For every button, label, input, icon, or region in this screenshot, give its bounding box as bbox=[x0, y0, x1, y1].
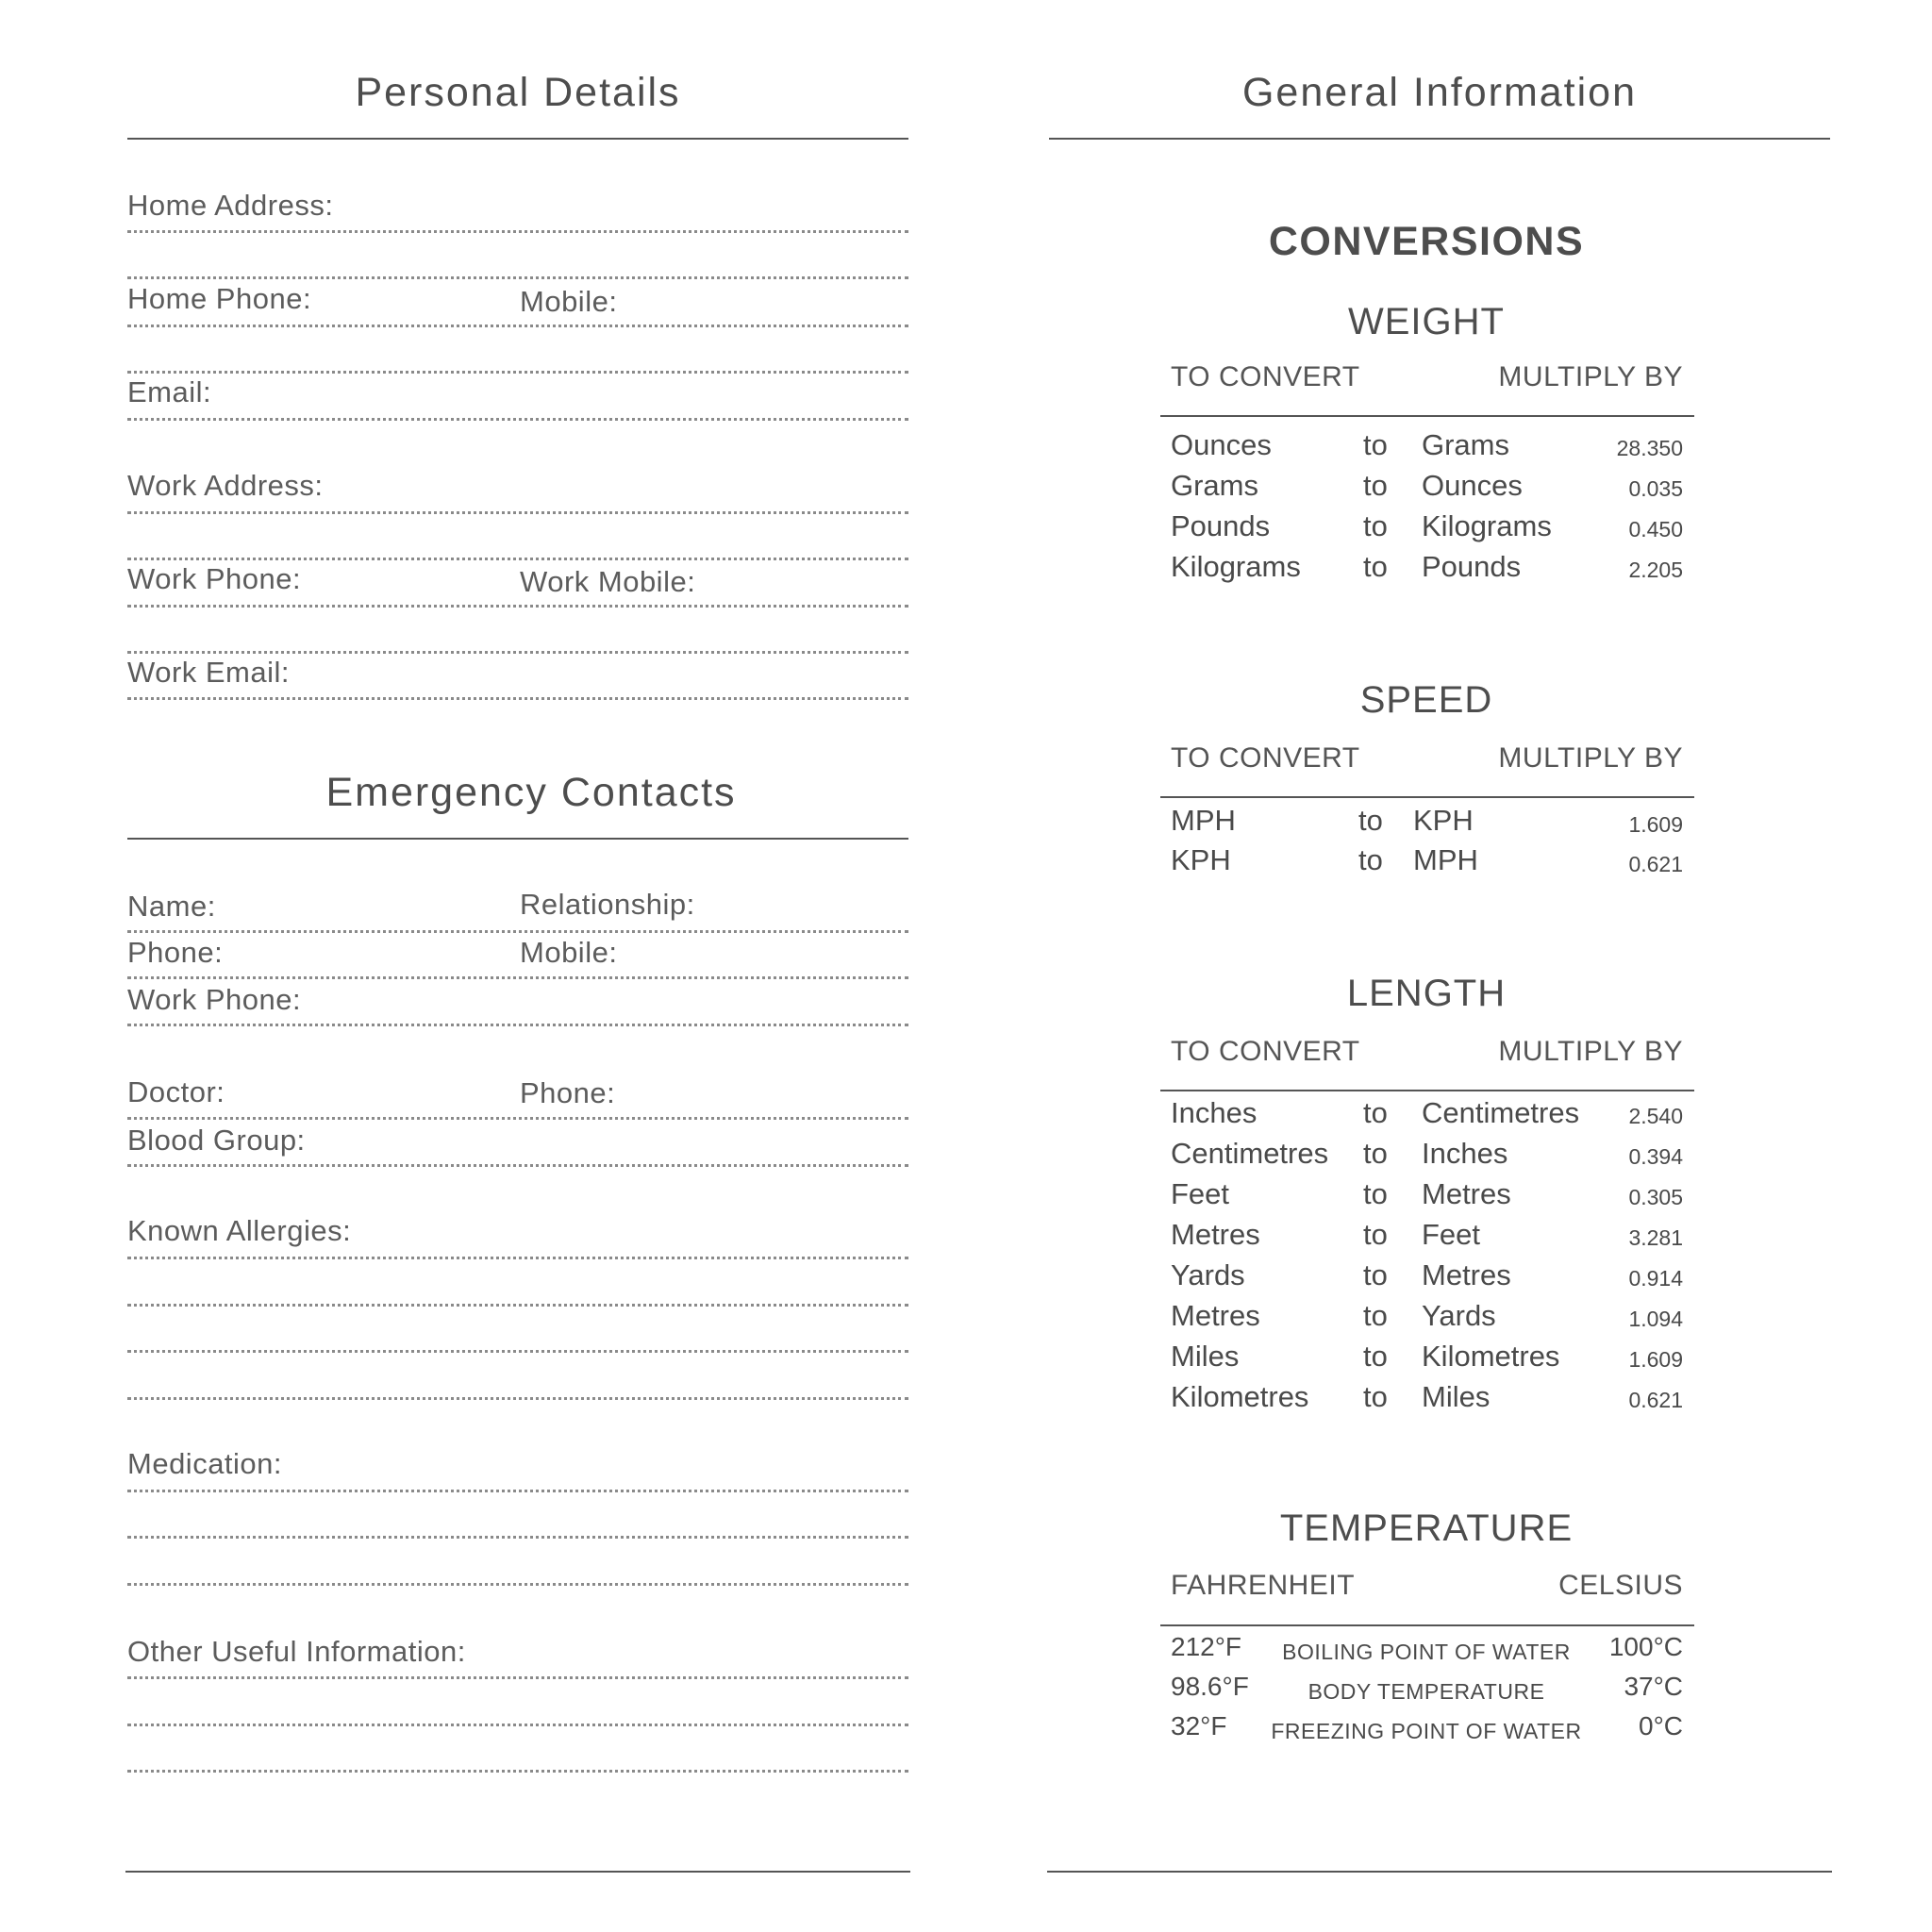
weight-title: WEIGHT bbox=[1348, 301, 1505, 342]
other-info-line-2[interactable] bbox=[127, 1724, 908, 1726]
length-to: Miles bbox=[1422, 1380, 1491, 1413]
other-info-line-1[interactable] bbox=[127, 1676, 908, 1679]
to-word: to bbox=[1363, 550, 1388, 583]
blood-group-label: Blood Group: bbox=[127, 1124, 306, 1157]
length-to: Inches bbox=[1422, 1137, 1508, 1170]
length-multiply-by-header: MULTIPLY BY bbox=[1498, 1036, 1683, 1067]
weight-factor: 0.035 bbox=[1628, 476, 1683, 501]
personal-details-title: Personal Details bbox=[355, 70, 681, 115]
length-to: Metres bbox=[1422, 1258, 1511, 1291]
weight-from: Grams bbox=[1171, 469, 1258, 502]
celsius-value: 37°C bbox=[1624, 1672, 1683, 1701]
blood-group-line[interactable] bbox=[127, 1164, 908, 1167]
known-allergies-label: Known Allergies: bbox=[127, 1214, 352, 1247]
relationship-label: Relationship: bbox=[520, 888, 695, 921]
length-factor: 0.305 bbox=[1628, 1185, 1683, 1209]
right-bottom-rule bbox=[1047, 1871, 1832, 1873]
phone-label: Phone: bbox=[127, 936, 224, 969]
other-info-line-3[interactable] bbox=[127, 1770, 908, 1773]
phone-extra-line[interactable] bbox=[127, 371, 908, 374]
emergency-work-phone-line[interactable] bbox=[127, 1024, 908, 1026]
weight-header-rule bbox=[1160, 415, 1694, 417]
weight-from: Kilograms bbox=[1171, 550, 1301, 583]
name-line[interactable] bbox=[127, 930, 908, 933]
doctor-label: Doctor: bbox=[127, 1075, 225, 1108]
to-word: to bbox=[1363, 1299, 1388, 1332]
home-address-label: Home Address: bbox=[127, 189, 334, 222]
weight-factor: 0.450 bbox=[1628, 517, 1683, 541]
weight-to: Ounces bbox=[1422, 469, 1523, 502]
medication-line-1[interactable] bbox=[127, 1490, 908, 1492]
celsius-header: CELSIUS bbox=[1558, 1570, 1683, 1601]
weight-to: Grams bbox=[1422, 428, 1509, 461]
allergies-line-1[interactable] bbox=[127, 1257, 908, 1259]
work-phone-extra-line[interactable] bbox=[127, 651, 908, 654]
to-word: to bbox=[1358, 843, 1383, 876]
speed-factor: 0.621 bbox=[1628, 852, 1683, 876]
length-header-rule bbox=[1160, 1090, 1694, 1091]
temperature-note: BODY TEMPERATURE bbox=[1307, 1679, 1545, 1704]
work-email-label: Work Email: bbox=[127, 656, 291, 689]
home-phone-label: Home Phone: bbox=[127, 282, 312, 315]
emergency-title-rule bbox=[127, 838, 908, 840]
speed-title: SPEED bbox=[1359, 679, 1493, 721]
speed-header-rule bbox=[1160, 796, 1694, 798]
length-from: Centimetres bbox=[1171, 1137, 1329, 1170]
allergies-line-2[interactable] bbox=[127, 1304, 908, 1307]
to-word: to bbox=[1363, 428, 1388, 461]
to-word: to bbox=[1358, 804, 1383, 837]
length-from: Metres bbox=[1171, 1299, 1260, 1332]
temperature-note: BOILING POINT OF WATER bbox=[1282, 1640, 1571, 1664]
fahrenheit-value: 32°F bbox=[1171, 1711, 1227, 1740]
other-info-label: Other Useful Information: bbox=[127, 1635, 466, 1668]
general-title-rule bbox=[1049, 138, 1830, 140]
general-information-title: General Information bbox=[1241, 70, 1638, 115]
speed-to: MPH bbox=[1413, 843, 1478, 876]
emergency-work-phone-label: Work Phone: bbox=[127, 983, 302, 1016]
mobile-label: Mobile: bbox=[520, 285, 618, 318]
speed-factor: 1.609 bbox=[1628, 812, 1683, 837]
name-label: Name: bbox=[127, 890, 216, 923]
allergies-line-4[interactable] bbox=[127, 1397, 908, 1400]
temperature-note: FREEZING POINT OF WATER bbox=[1271, 1719, 1582, 1743]
weight-to-convert-header: TO CONVERT bbox=[1171, 361, 1360, 392]
length-to: Centimetres bbox=[1422, 1096, 1580, 1129]
length-factor: 3.281 bbox=[1628, 1225, 1683, 1250]
medication-label: Medication: bbox=[127, 1447, 283, 1480]
length-title: LENGTH bbox=[1346, 973, 1507, 1014]
weight-from: Pounds bbox=[1171, 509, 1271, 542]
work-mobile-label: Work Mobile: bbox=[520, 565, 696, 598]
email-line[interactable] bbox=[127, 418, 908, 421]
to-word: to bbox=[1363, 1380, 1388, 1413]
work-phone-line[interactable] bbox=[127, 605, 908, 608]
home-address-line-1[interactable] bbox=[127, 230, 908, 233]
speed-to-convert-header: TO CONVERT bbox=[1171, 742, 1360, 774]
medication-line-2[interactable] bbox=[127, 1536, 908, 1539]
weight-factor: 2.205 bbox=[1628, 558, 1683, 582]
email-label: Email: bbox=[127, 375, 212, 408]
length-from: Feet bbox=[1171, 1177, 1230, 1210]
weight-multiply-by-header: MULTIPLY BY bbox=[1498, 361, 1683, 392]
to-word: to bbox=[1363, 1177, 1388, 1210]
to-word: to bbox=[1363, 1218, 1388, 1251]
home-address-line-2[interactable] bbox=[127, 276, 908, 279]
temperature-title: TEMPERATURE bbox=[1279, 1507, 1574, 1549]
fahrenheit-value: 212°F bbox=[1171, 1632, 1242, 1661]
emergency-contacts-title: Emergency Contacts bbox=[325, 770, 737, 815]
home-phone-line[interactable] bbox=[127, 325, 908, 327]
speed-from: KPH bbox=[1171, 843, 1231, 876]
celsius-value: 100°C bbox=[1608, 1632, 1683, 1661]
phone-line[interactable] bbox=[127, 976, 908, 979]
medication-line-3[interactable] bbox=[127, 1583, 908, 1586]
weight-factor: 28.350 bbox=[1616, 436, 1683, 460]
length-from: Inches bbox=[1171, 1096, 1257, 1129]
length-to: Feet bbox=[1422, 1218, 1481, 1251]
work-phone-label: Work Phone: bbox=[127, 562, 302, 595]
length-factor: 1.609 bbox=[1628, 1347, 1683, 1372]
work-address-line-1[interactable] bbox=[127, 511, 908, 514]
length-factor: 2.540 bbox=[1628, 1104, 1683, 1128]
celsius-value: 0°C bbox=[1639, 1711, 1683, 1740]
allergies-line-3[interactable] bbox=[127, 1350, 908, 1353]
weight-to: Kilograms bbox=[1422, 509, 1552, 542]
length-factor: 1.094 bbox=[1628, 1307, 1683, 1331]
length-from: Metres bbox=[1171, 1218, 1260, 1251]
speed-to: KPH bbox=[1413, 804, 1474, 837]
to-word: to bbox=[1363, 1340, 1388, 1373]
left-bottom-rule bbox=[125, 1871, 910, 1873]
length-to: Kilometres bbox=[1422, 1340, 1560, 1373]
emergency-mobile-label: Mobile: bbox=[520, 936, 618, 969]
work-email-line[interactable] bbox=[127, 697, 908, 700]
length-to-convert-header: TO CONVERT bbox=[1171, 1036, 1360, 1067]
weight-from: Ounces bbox=[1171, 428, 1272, 461]
fahrenheit-value: 98.6°F bbox=[1171, 1672, 1249, 1701]
length-factor: 0.914 bbox=[1628, 1266, 1683, 1291]
to-word: to bbox=[1363, 1096, 1388, 1129]
length-from: Miles bbox=[1171, 1340, 1240, 1373]
length-factor: 0.621 bbox=[1628, 1388, 1683, 1412]
personal-title-rule bbox=[127, 138, 908, 140]
doctor-line[interactable] bbox=[127, 1117, 908, 1120]
to-word: to bbox=[1363, 469, 1388, 502]
to-word: to bbox=[1363, 509, 1388, 542]
length-to: Metres bbox=[1422, 1177, 1511, 1210]
conversions-heading: CONVERSIONS bbox=[1268, 219, 1585, 264]
temperature-header-rule bbox=[1160, 1624, 1694, 1626]
weight-to: Pounds bbox=[1422, 550, 1522, 583]
speed-multiply-by-header: MULTIPLY BY bbox=[1498, 742, 1683, 774]
length-from: Kilometres bbox=[1171, 1380, 1309, 1413]
to-word: to bbox=[1363, 1258, 1388, 1291]
fahrenheit-header: FAHRENHEIT bbox=[1171, 1570, 1356, 1601]
speed-from: MPH bbox=[1171, 804, 1236, 837]
work-address-line-2[interactable] bbox=[127, 558, 908, 560]
doctor-phone-label: Phone: bbox=[520, 1076, 616, 1109]
length-factor: 0.394 bbox=[1628, 1144, 1683, 1169]
length-to: Yards bbox=[1422, 1299, 1496, 1332]
to-word: to bbox=[1363, 1137, 1388, 1170]
length-from: Yards bbox=[1171, 1258, 1245, 1291]
work-address-label: Work Address: bbox=[127, 469, 324, 502]
